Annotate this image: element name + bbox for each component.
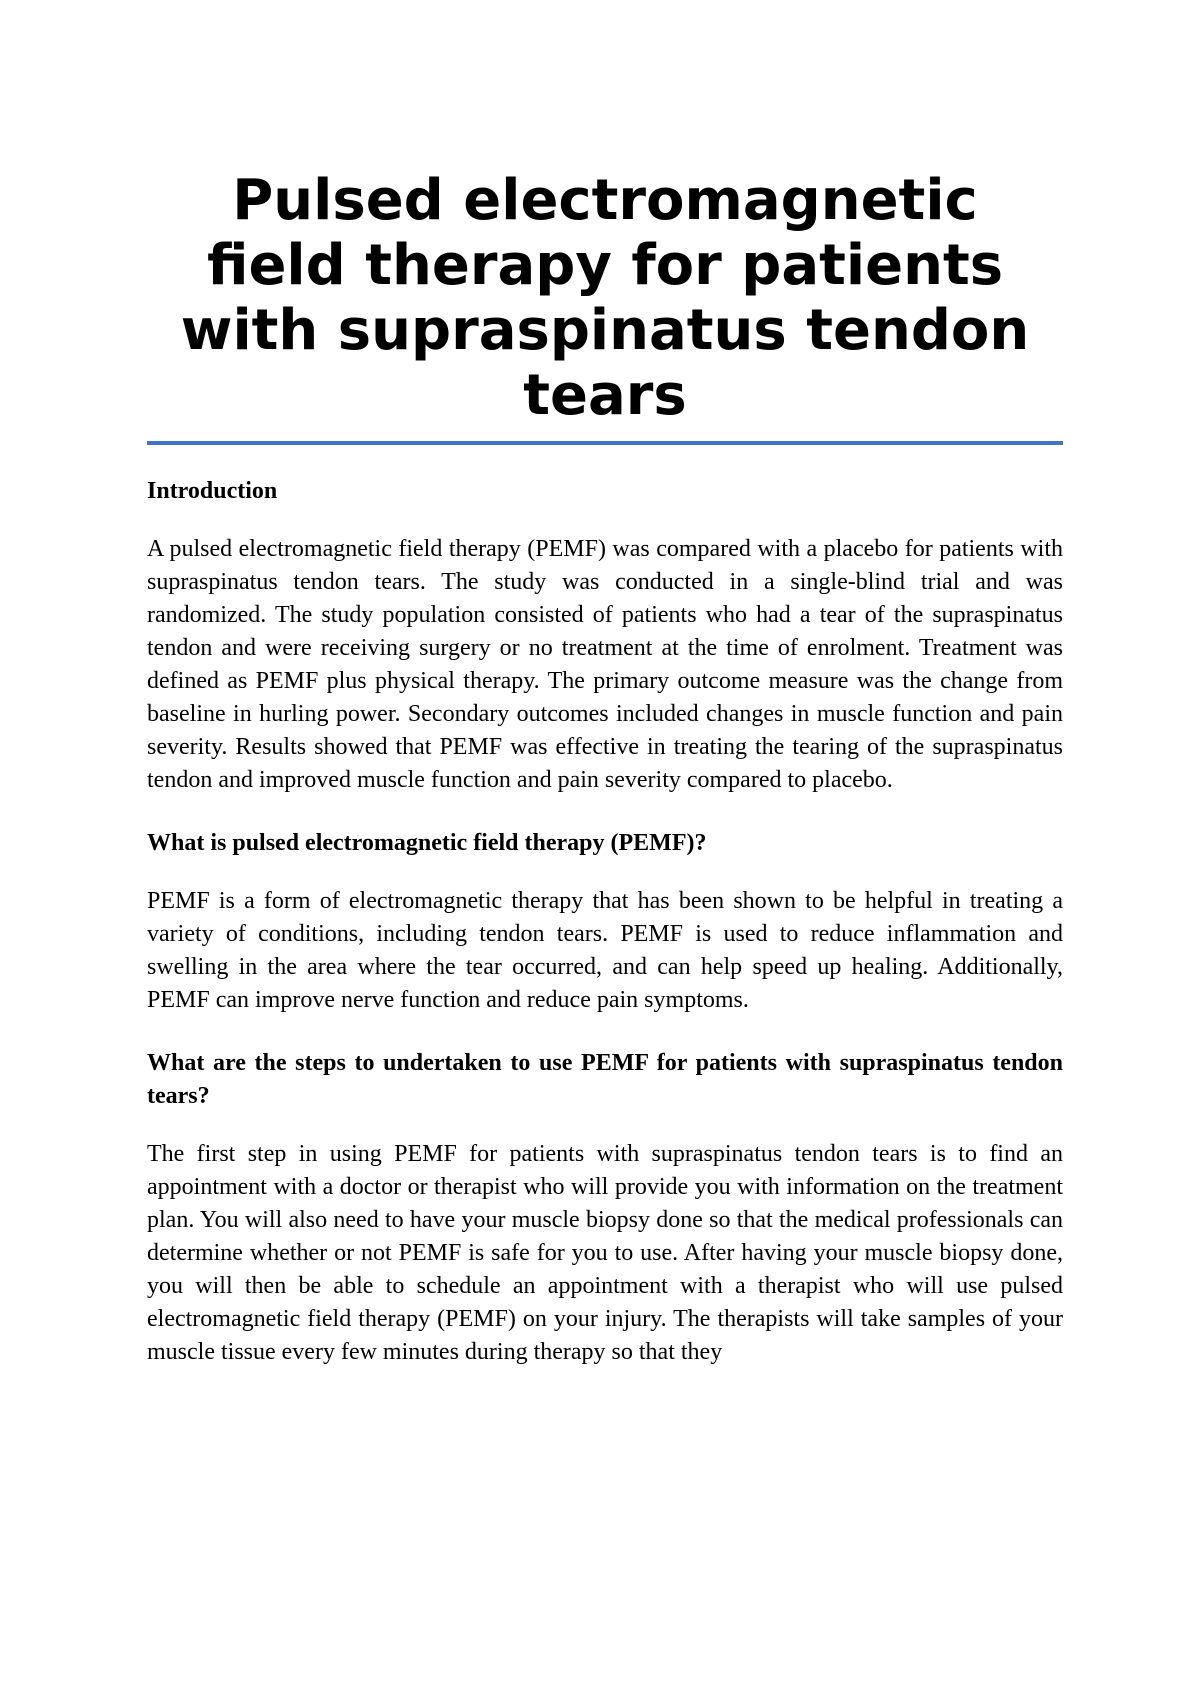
document-content <box>147 168 1063 1369</box>
title-divider <box>147 441 1063 445</box>
section-heading-what-is-pemf: What is pulsed electromagnetic field therapy (PEMF)? <box>147 830 707 856</box>
document-title: Pulsed electromagnetic field therapy for patients with supraspinatus tendon tears <box>180 168 1030 428</box>
section-paragraph-steps: The first step in using PEMF for patients with supraspinatus tendon tears is to find an appointment with a doctor or therapist who will provide you with information on the treatment plan. You will also need to have your muscle biopsy done so that the medical professionals can determine whether or not PEMF is safe for you to use. After having your muscle biopsy done, you will then be able to schedule an appointment with a therapist who will use pulsed electromagnetic field therapy (PEMF) on your injury. The therapists will take samples of your muscle tissue every few minutes during therapy so that they <box>147 1141 1063 1365</box>
section-paragraph-introduction: A pulsed electromagnetic field therapy (PEMF) was compared with a placebo for patients with supraspinatus tendon tears. The study was conducted in a single-blind trial and was randomized. The study population consisted of patients who had a tear of the supraspinatus tendon and were receiving surgery or no treatment at the time of enrolment. Treatment was defined as PEMF plus physical therapy. The primary outcome measure was the change from baseline in hurling power. Secondary outcomes included changes in muscle function and pain severity. Results showed that PEMF was effective in treating the tearing of the supraspinatus tendon and improved muscle function and pain severity compared to placebo. <box>147 536 1063 793</box>
section-paragraph-what-is-pemf: PEMF is a form of electromagnetic therapy that has been shown to be helpful in treating a variety of conditions, including tendon tears. PEMF is used to reduce inflammation and swelling in the area where the tear occurred, and can help speed up healing. Additionally, PEMF can improve nerve function and reduce pain symptoms. <box>147 888 1063 1013</box>
section-heading-introduction: Introduction <box>147 478 278 504</box>
section-heading-steps: What are the steps to undertaken to use PEMF for patients with supraspinatus tendon tears? <box>147 1050 1063 1109</box>
